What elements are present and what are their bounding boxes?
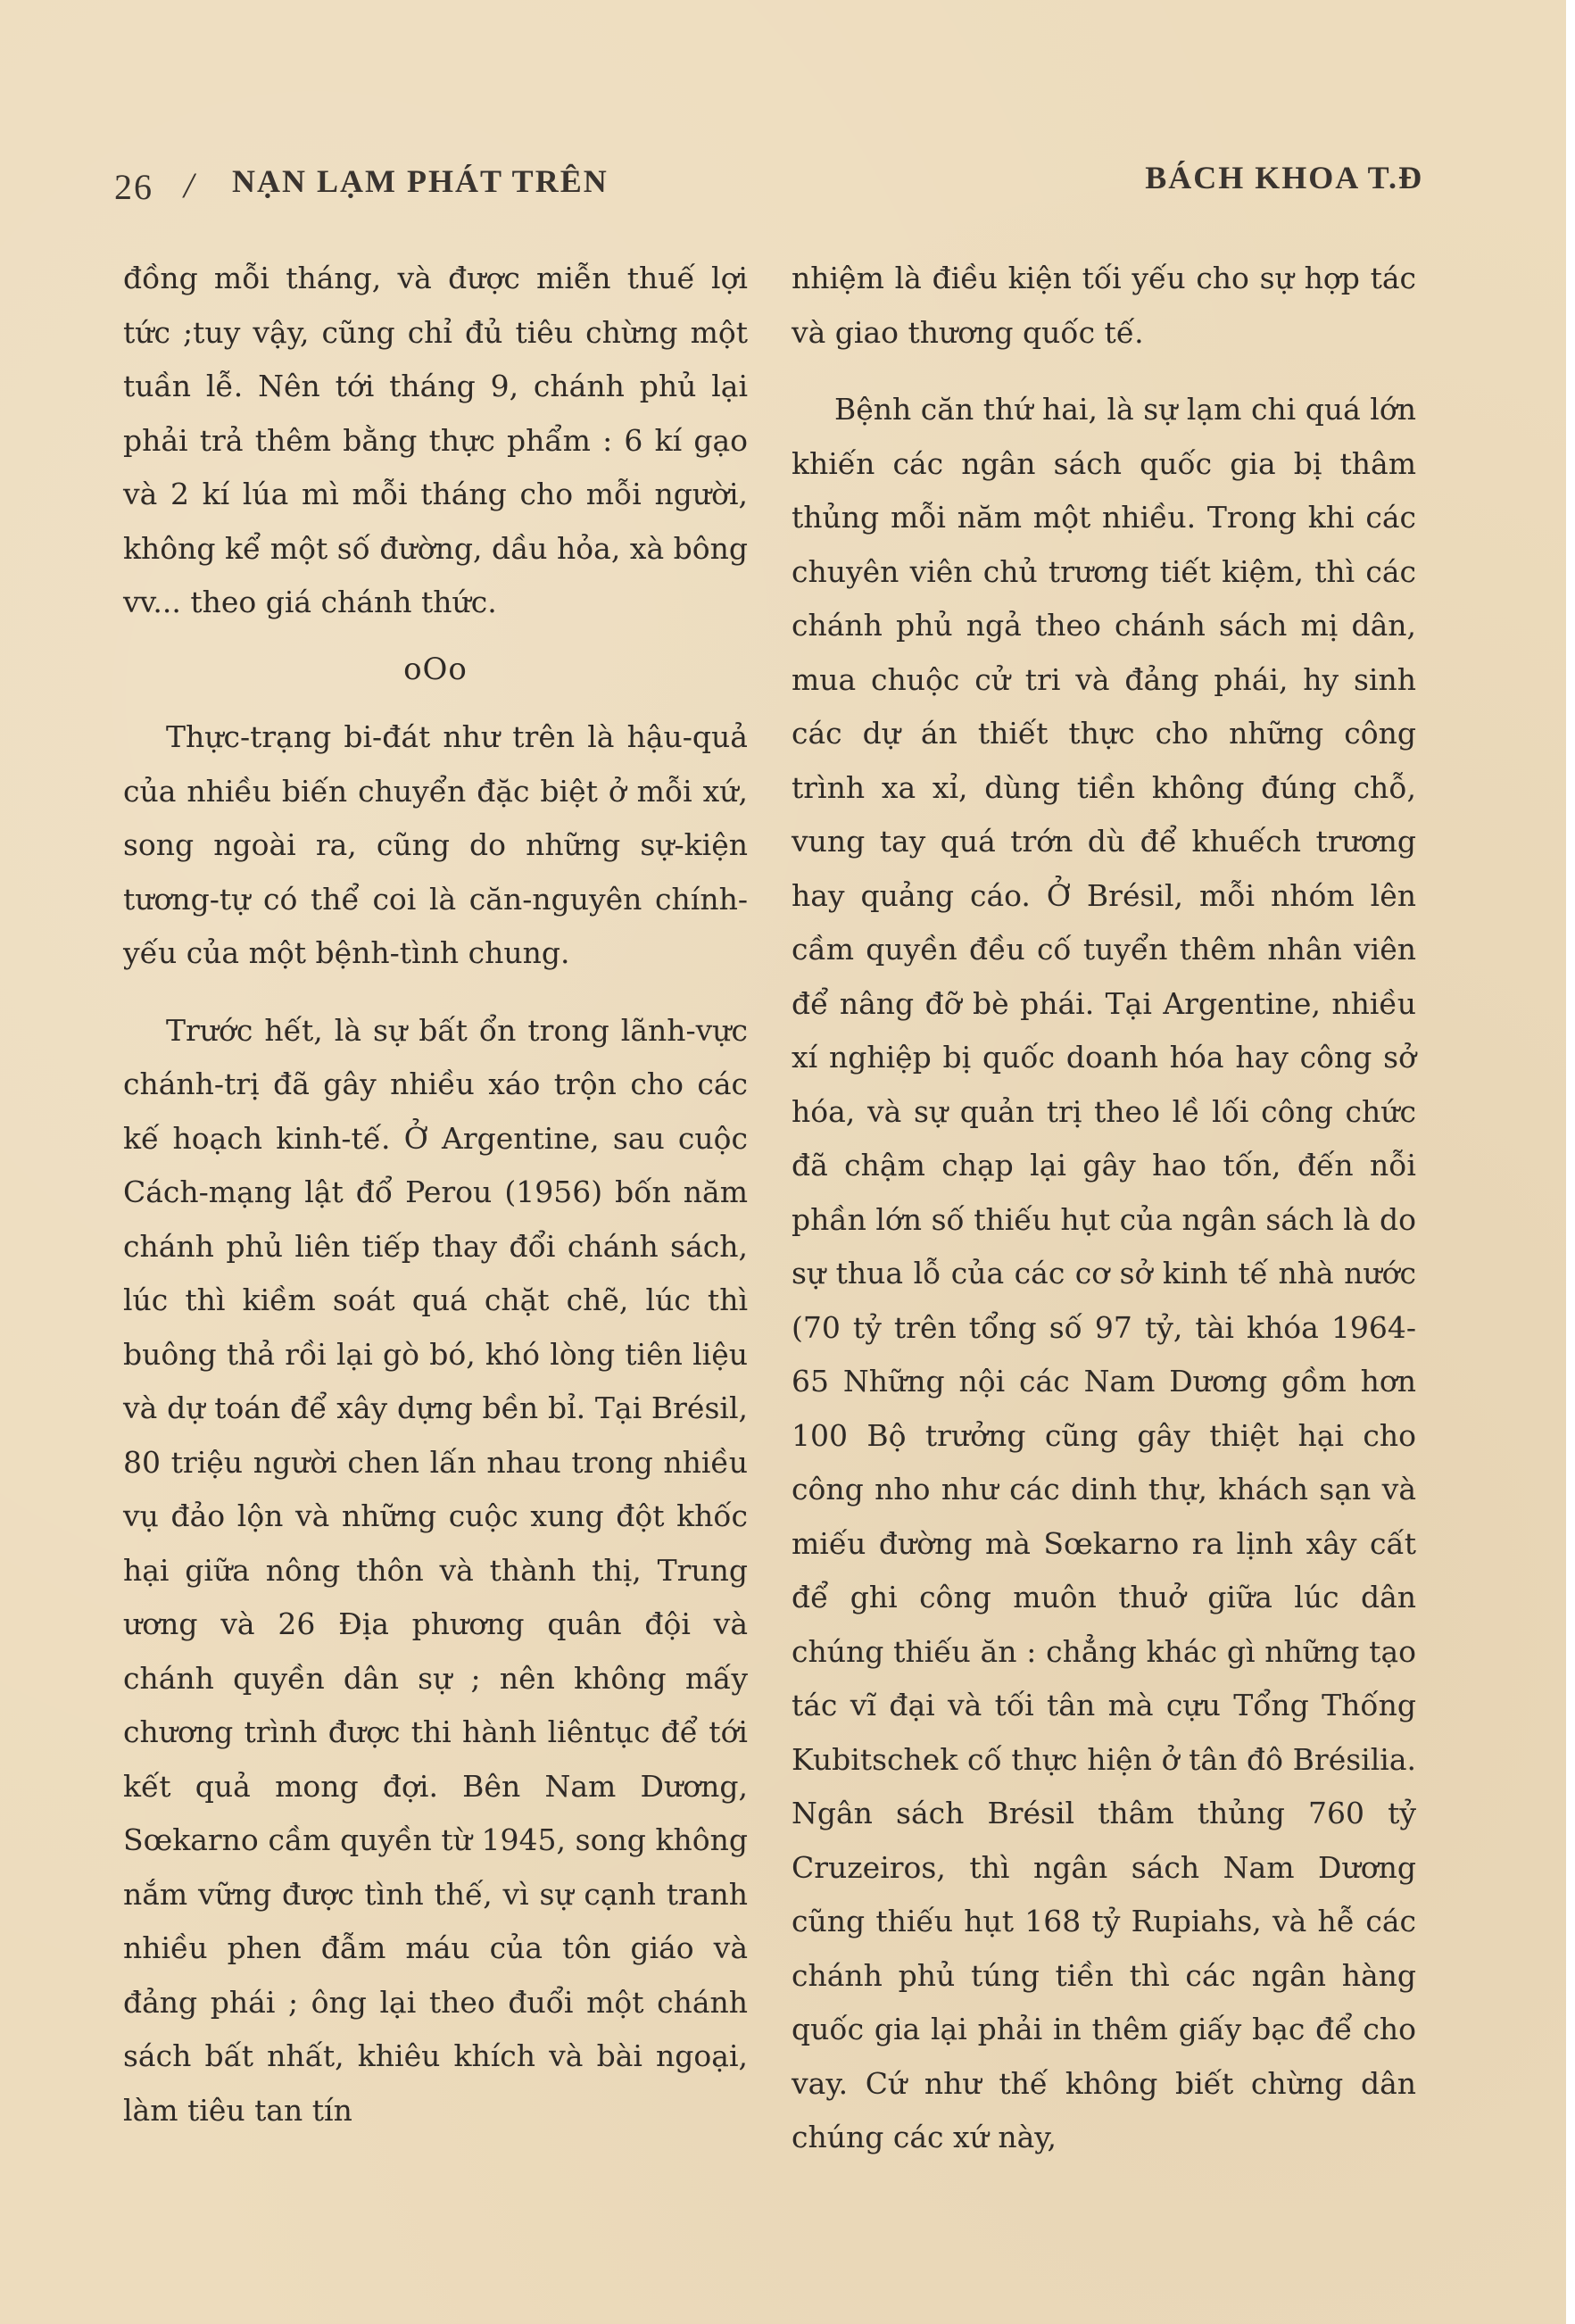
left-column <box>123 252 748 2137</box>
header-separator: / <box>184 165 196 205</box>
running-title: NẠN LẠM PHÁT TRÊN <box>232 163 609 199</box>
page-number: 26 <box>114 167 153 207</box>
paragraph: Thực-trạng bi-đát như trên là hậu-quả của nhiều biến chuyển đặc biệt ở mỗi xứ, song ngoài ra, cũng do những sự-kiện tương-tự có thể coi là căn-nguyên chính-yếu của một bệnh-tình chung. <box>123 719 748 970</box>
paragraph: nhiệm là điều kiện tối yếu cho sự hợp tác và giao thương quốc tế. <box>792 261 1416 350</box>
page-header <box>114 159 1450 212</box>
section-separator: oOo <box>403 651 468 687</box>
paragraph: đồng mỗi tháng, và được miễn thuế lợi tức ;tuy vậy, cũng chỉ đủ tiêu chừng một tuần lễ. Nên tới tháng 9, chánh phủ lại phải trả thêm bằng thực phẩm : 6 kí gạo và 2 kí lúa mì mỗi tháng cho mỗi người, không kể một số đường, dầu hỏa, xà bông vv... theo giá chánh thức. <box>123 261 748 619</box>
right-column <box>792 252 1416 2165</box>
paragraph: Trước hết, là sự bất ổn trong lãnh-vực chánh-trị đã gây nhiều xáo trộn cho các kế hoạch kinh-tế. Ở Argentine, sau cuộc Cách-mạng lật đổ Perou (1956) bốn năm chánh phủ liên tiếp thay đổi chánh sách, lúc thì kiềm soát quá chặt chẽ, lúc thì buông thả rồi lại gò bó, khó lòng tiên liệu và dự toán để xây dựng bền bỉ. Tại Brésil, 80 triệu người chen lấn nhau trong nhiều vụ đảo lộn và những cuộc xung đột khốc hại giữa nông thôn và thành thị, Trung ương và 26 Địa phương quân đội và chánh quyền dân sự ; nên không mấy chương trình được thi hành liêntục để tới kết quả mong đợi. Bên Nam Dương, Sœkarno cầm quyền từ 1945, song không nắm vững được tình thế, vì sự cạnh tranh nhiều phen đẫm máu của tôn giáo và đảng phái ; ông lại theo đuổi một chánh sách bất nhất, khiêu khích và bài ngoại, làm tiêu tan tín <box>123 1012 748 2128</box>
paragraph: Bệnh căn thứ hai, là sự lạm chi quá lớn khiến các ngân sách quốc gia bị thâm thủng mỗi năm một nhiều. Trong khi các chuyên viên chủ trương tiết kiệm, thì các chánh phủ ngả theo chánh sách mị dân, mua chuộc cử tri và đảng phái, hy sinh các dự án thiết thực cho những công trình xa xỉ, dùng tiền không đúng chỗ, vung tay quá trớn dù để khuếch trương hay quảng cáo. Ở Brésil, mỗi nhóm lên cầm quyền đều cố tuyển thêm nhân viên để nâng đỡ bè phái. Tại Argentine, nhiều xí nghiệp bị quốc doanh hóa hay công sở hóa, và sự quản trị theo lề lối công chức đã chậm chạp lại gây hao tốn, đến nỗi phần lớn số thiếu hụt của ngân sách là do sự thua lỗ của các cơ sở kinh tế nhà nước (70 tỷ trên tổng số 97 tỷ, tài khóa 1964-65 Những nội các Nam Dương gồm hơn 100 Bộ trưởng cũng gây thiệt hại cho công nho như các dinh thự, khách sạn và miếu đường mà Sœkarno ra lịnh xây cất để ghi công muôn thuở giữa lúc dân chúng thiếu ăn : chẳng khác gì những tạo tác vĩ đại và tối tân mà cựu Tổng Thống Kubitschek cố thực hiện ở tân đô Brésilia. Ngân sách Brésil thâm thủng 760 tỷ Cruzeiros, thì ngân sách Nam Dương cũng thiếu hụt 168 tỷ Rupiahs, và hễ các chánh phủ túng tiền thì các ngân hàng quốc gia lại phải in thêm giấy bạc để cho vay. Cứ như thế không biết chừng dân chúng các xứ này, <box>792 392 1416 2154</box>
journal-title: BÁCH KHOA T.Đ <box>1145 160 1423 195</box>
page-edge <box>1566 0 1575 2324</box>
